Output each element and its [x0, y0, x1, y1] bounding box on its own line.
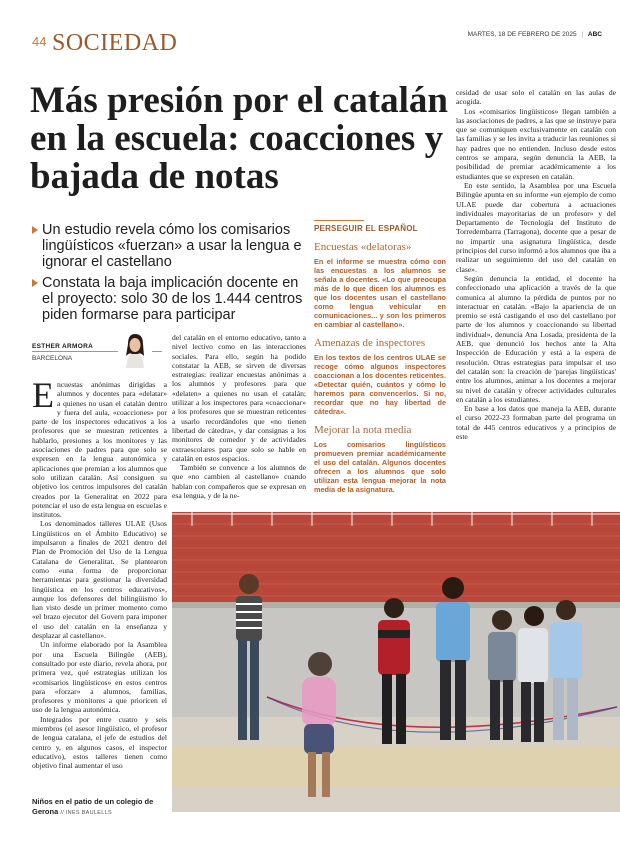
body-paragraph: En base a los datos que maneja la AEB, durante el curso 2022-23 formaban parte del programa un total de 445 centros educativos y a principios de este: [456, 404, 616, 441]
dateline: MARTES, 18 DE FEBRERO DE 2025 | ABC: [467, 31, 602, 38]
photo-caption: [32, 797, 172, 818]
author-avatar: [118, 330, 152, 368]
body-column-4: [456, 88, 616, 441]
photo-credit: // INÉS BAULELLS: [60, 810, 112, 816]
sidebar-rule: [314, 220, 364, 221]
sidebar-paragraph: Los comisarios lingüísticos promueven premiar académicamente el uso del catalán. Algunos docentes ofrecen a los alumnos que solo utilizan esta lengua mejorar la nota media de la asignatura.: [314, 440, 446, 494]
subtitles: [32, 222, 310, 328]
subtitle: Constata la baja implicación docente en el proyecto: solo 30 de los 1.444 centros piden formarse para participar: [32, 275, 310, 323]
body-paragraph: Según denuncia la entidad, el docente ha confeccionado una aplicación a través de la que comunica al alumno la pérdida de puntos por no interactuar en catalán. «Bajo la apariencia de un premio se está castigando el uso del castellano por parte de los alumnos y coaccionando su libertad individual», denuncia Ana Losada, presidenta de la AEB, que denunció los hechos ante la Alta Inspección de Educación y está a la espera de resolución. Otras estrategias para impulsar el uso del catalán son: la creación de 'parejas lingüísticas' entre los alumnos, animar a los docentes a mejorar su nivel de catalán y ofrecer actividades culturales en catalán a los estudiantes.: [456, 273, 616, 404]
body-paragraph: Los denominados talleres ULAE (Usos Lingüísticos en el Ámbito Educativo) se impulsaron a finales de 2021 dentro del Plan de Promoción del Uso de la Lengua Catalana de Generalitat. Se plantearon como «una forma de proporcionar herramientas para gestionar la diversidad lingüística en los centros educativos», aunque los defensores del bilingüismo lo han visto desde un primer momento como «el brazo ejecutor del Govern para imponer el uso del catalán en la enseñanza y desplazar al castellano».: [32, 519, 167, 641]
body-paragraph: del catalán en el entorno educativo, tanto a nivel lectivo como en las interacciones sociales. Para ello, según ha podido constatar la AEB, se sirven de diversas estrategias: realizar encuestas anónimas a los alumnos y profesores para que «delaten» a quienes no usan el catalán; utilizar a los inspectores para «coaccionar» a los profesores que se muestran reticentes a usarlo recordándoles que «no tienen libertad de cátedra», y dar consignas a los monitores de comedor y de actividades extraescolares para que solo se hable en catalán en estos espacios.: [172, 333, 306, 463]
page-number: 44: [32, 34, 47, 49]
body-paragraph: También se convence a los alumnos de que «no cambien al castellano» cuando hablan con compañeros que se expresan en esa lengua, y de la ne-: [172, 463, 306, 501]
sidebar-subhead: Mejorar la nota media: [314, 424, 412, 436]
body-paragraph: En este sentido, la Asamblea por una Escuela Bilingüe apunta en su informe «un ejemplo de como ULAE puede dar cobertura a actuaciones individuales mayoritarias de un profesor» y del Departamento de Tecnología del Instituto de Torredembarra (Tarragona), docente que a pesar de no impartir una asignatura lingüística, desde principios del curso informó a los alumnos que iba a realizar un seguimiento del uso del catalán en clase».: [456, 180, 616, 274]
sidebar-paragraph: En el informe se muestra cómo con las encuestas a los alumnos se señala a docentes. «Lo que preocupa más de lo que dicen los alumnos es que los docentes usan el castellano como lengua vehicular en comunicaciones... y son los primeros en cambiar al castellano».: [314, 257, 446, 329]
author-location: BARCELONA: [32, 355, 73, 362]
body-paragraph: cesidad de usar solo el catalán en las aulas de acogida.: [456, 88, 616, 107]
subtitle: Un estudio revela cómo los comisarios lingüísticos «fuerzan» a usar la lengua e ignorar el castellano: [32, 222, 310, 270]
section-title: SOCIEDAD: [52, 30, 178, 56]
body-column-1: [32, 375, 167, 771]
sidebar-paragraph: En los textos de los centros ULAE se recoge cómo algunos inspectores coaccionan a los docentes reticentes. «Detectar quién, cuántos y cómo lo haremos para convencerlos. Si no, recordar que no hay libertad de cátedra».: [314, 353, 446, 416]
sidebar-subhead: Amenazas de inspectores: [314, 337, 426, 349]
caption-text: Niños en el patio de un colegio de Gerona: [32, 797, 154, 816]
headline: Más presión por el catalán en la escuela: coacciones y bajada de notas: [30, 80, 448, 197]
sidebar-subhead: Encuestas «delatoras»: [314, 241, 412, 253]
author-name: ESTHER ARMORA: [32, 343, 94, 350]
dropcap: E: [32, 375, 54, 415]
body-column-2: [172, 333, 306, 500]
date: MARTES, 18 DE FEBRERO DE 2025: [467, 31, 577, 38]
sidebar-kicker: PERSEGUIR EL ESPAÑOL: [314, 224, 418, 233]
body-paragraph: Un informe elaborado por la Asamblea por una Escuela Bilingüe (AEB), consultado por este diario, revela ahora, por primera vez, qué estrategias utilizan los «comisarios lingüísticos» en estos centros para «forzar» a alumnos, familias, profesores y monitores a que prioricen el uso de la lengua autonómica.: [32, 640, 167, 715]
brand: ABC: [587, 31, 602, 38]
schoolyard-photo: [172, 512, 620, 812]
body-paragraph: ncuestas anónimas dirigidas a alumnos y docentes para «delatar» a quienes no usan el catalán dentro y fuera del aula, «coacciones» por parte de los inspectores educativos a los profesores que se muestran reticentes a hablarlo, presiones a los monitores y las asociaciones de padres para que solo se expresen en la lengua autonómica y aplicaciones que premian a los alumnos que solo utilizan catalán. Así consiguen su objetivo los centros impulsores del catalán creados por la Generalitat en 2022 para potenciar el uso de esta lengua en escuelas e institutos.: [32, 380, 167, 520]
byline: [32, 343, 93, 362]
body-paragraph: Los «comisarios lingüísticos» llegan también a las asociaciones de padres, a las que se instruye para que se comuniquen exclusivamente en catalán con las familias y se les invita a traducir las reuniones si hay padres que no entienden. Incluso desde estos centros se ampara, según denuncia la AEB, la posibilidad de premiar académicamente a los estudiantes que se expresen en catalán.: [456, 106, 616, 181]
sidebar-box: [314, 220, 446, 494]
body-paragraph: Integrados por entre cuatro y seis miembros (el asesor lingüístico, el profesor de lengua catalana, el jefe de estudios del centro y, en algunos casos, el inspector educativo), estos talleres tienen como objetivo final aumentar el uso: [32, 714, 167, 771]
